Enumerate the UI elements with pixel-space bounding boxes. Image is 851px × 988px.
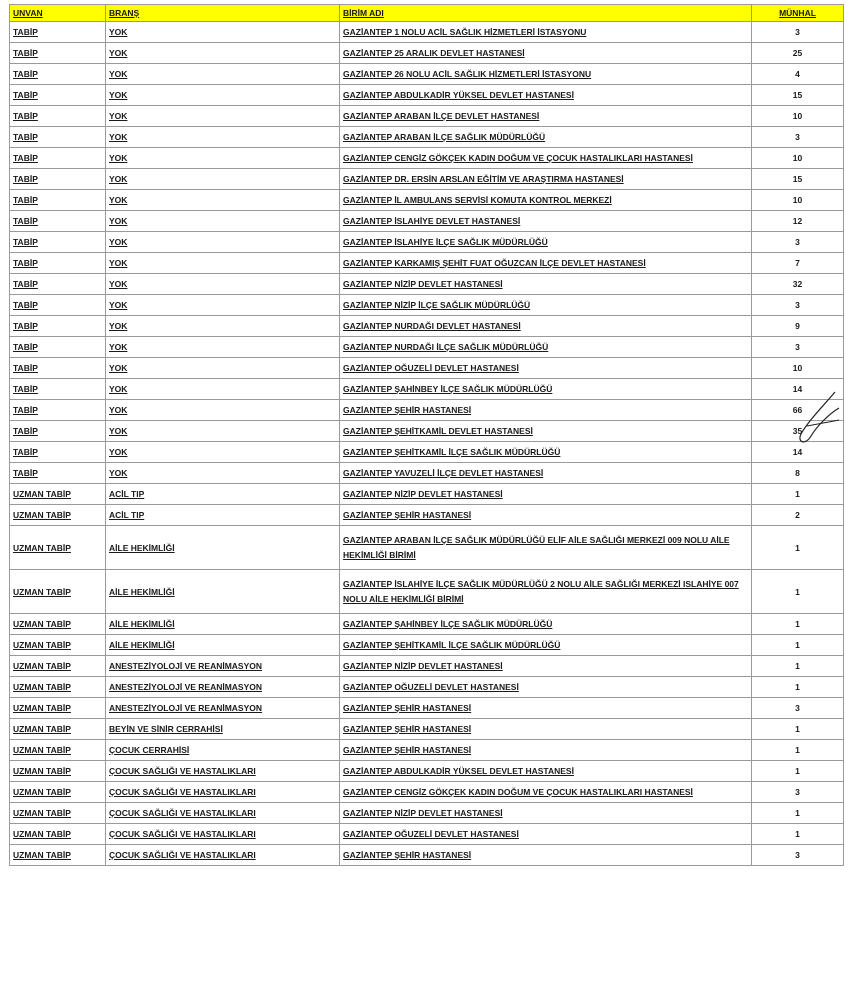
cell-brans[interactable]: ÇOCUK SAĞLIĞI VE HASTALIKLARI bbox=[106, 782, 340, 803]
cell-munhal[interactable]: 14 bbox=[752, 379, 844, 400]
cell-brans[interactable]: YOK bbox=[106, 190, 340, 211]
table-row bbox=[10, 463, 844, 484]
cell-brans[interactable]: YOK bbox=[106, 85, 340, 106]
cell-brans[interactable]: YOK bbox=[106, 379, 340, 400]
cell-brans[interactable]: YOK bbox=[106, 421, 340, 442]
cell-munhal[interactable]: 8 bbox=[752, 463, 844, 484]
table-row bbox=[10, 190, 844, 211]
cell-brans[interactable]: YOK bbox=[106, 43, 340, 64]
cell-unvan[interactable]: TABİP bbox=[10, 127, 106, 148]
cell-unvan[interactable]: TABİP bbox=[10, 379, 106, 400]
cell-birim[interactable]: GAZİANTEP İL AMBULANS SERVİSİ KOMUTA KONTROL MERKEZİ bbox=[340, 190, 752, 211]
table-row bbox=[10, 505, 844, 526]
cell-birim[interactable]: GAZİANTEP ŞEHİR HASTANESİ bbox=[340, 400, 752, 421]
cell-brans[interactable]: ACİL TIP bbox=[106, 505, 340, 526]
cell-brans[interactable]: YOK bbox=[106, 400, 340, 421]
cell-brans[interactable]: YOK bbox=[106, 463, 340, 484]
cell-munhal[interactable]: 1 bbox=[752, 570, 844, 614]
cell-unvan[interactable]: TABİP bbox=[10, 421, 106, 442]
table-row bbox=[10, 719, 844, 740]
cell-munhal[interactable]: 2 bbox=[752, 505, 844, 526]
cell-unvan[interactable]: UZMAN TABİP bbox=[10, 782, 106, 803]
cell-unvan[interactable]: UZMAN TABİP bbox=[10, 719, 106, 740]
cell-unvan[interactable]: UZMAN TABİP bbox=[10, 526, 106, 570]
cell-munhal[interactable]: 35 bbox=[752, 421, 844, 442]
cell-birim[interactable]: GAZİANTEP ŞEHİTKAMİL DEVLET HASTANESİ bbox=[340, 421, 752, 442]
cell-munhal[interactable]: 1 bbox=[752, 740, 844, 761]
table-row bbox=[10, 614, 844, 635]
cell-unvan[interactable]: UZMAN TABİP bbox=[10, 677, 106, 698]
cell-munhal[interactable]: 1 bbox=[752, 614, 844, 635]
cell-birim[interactable]: GAZİANTEP ŞEHİR HASTANESİ bbox=[340, 505, 752, 526]
cell-brans[interactable]: YOK bbox=[106, 106, 340, 127]
table-row bbox=[10, 526, 844, 570]
pen-mark bbox=[795, 390, 841, 450]
cell-munhal[interactable]: 3 bbox=[752, 127, 844, 148]
cell-unvan[interactable]: TABİP bbox=[10, 190, 106, 211]
cell-brans[interactable]: YOK bbox=[106, 232, 340, 253]
cell-birim[interactable]: GAZİANTEP NİZİP DEVLET HASTANESİ bbox=[340, 274, 752, 295]
table-row bbox=[10, 316, 844, 337]
cell-brans[interactable]: YOK bbox=[106, 148, 340, 169]
table-row bbox=[10, 698, 844, 719]
table-row bbox=[10, 274, 844, 295]
table-row bbox=[10, 358, 844, 379]
table-row bbox=[10, 740, 844, 761]
cell-birim[interactable]: GAZİANTEP ŞEHİR HASTANESİ bbox=[340, 698, 752, 719]
table-row bbox=[10, 442, 844, 463]
cell-unvan[interactable]: TABİP bbox=[10, 148, 106, 169]
cell-unvan[interactable]: TABİP bbox=[10, 358, 106, 379]
cell-brans[interactable]: YOK bbox=[106, 358, 340, 379]
cell-brans[interactable]: ANESTEZİYOLOJİ VE REANİMASYON bbox=[106, 698, 340, 719]
header-unvan[interactable]: UNVAN bbox=[10, 5, 106, 22]
cell-birim[interactable]: GAZİANTEP 1 NOLU ACİL SAĞLIK HİZMETLERİ İSTASYONU bbox=[340, 22, 752, 43]
cell-munhal[interactable]: 32 bbox=[752, 274, 844, 295]
cell-munhal[interactable]: 25 bbox=[752, 43, 844, 64]
cell-birim[interactable]: GAZİANTEP OĞUZELİ DEVLET HASTANESİ bbox=[340, 677, 752, 698]
cell-unvan[interactable]: TABİP bbox=[10, 211, 106, 232]
cell-brans[interactable]: ÇOCUK CERRAHİSİ bbox=[106, 740, 340, 761]
cell-unvan[interactable]: UZMAN TABİP bbox=[10, 656, 106, 677]
table-row bbox=[10, 337, 844, 358]
cell-unvan[interactable]: TABİP bbox=[10, 316, 106, 337]
table-row bbox=[10, 43, 844, 64]
table-row bbox=[10, 148, 844, 169]
cell-munhal[interactable]: 3 bbox=[752, 232, 844, 253]
cell-unvan[interactable]: TABİP bbox=[10, 253, 106, 274]
cell-brans[interactable]: YOK bbox=[106, 22, 340, 43]
cell-unvan[interactable]: TABİP bbox=[10, 232, 106, 253]
cell-birim[interactable]: GAZİANTEP KARKAMIŞ ŞEHİT FUAT OĞUZCAN İLÇE DEVLET HASTANESİ bbox=[340, 253, 752, 274]
cell-unvan[interactable]: UZMAN TABİP bbox=[10, 761, 106, 782]
table-row bbox=[10, 656, 844, 677]
cell-munhal[interactable]: 1 bbox=[752, 824, 844, 845]
table-row bbox=[10, 64, 844, 85]
table-row bbox=[10, 782, 844, 803]
cell-unvan[interactable]: TABİP bbox=[10, 85, 106, 106]
cell-brans[interactable]: YOK bbox=[106, 295, 340, 316]
cell-munhal[interactable]: 1 bbox=[752, 656, 844, 677]
table-row bbox=[10, 211, 844, 232]
spreadsheet bbox=[9, 4, 843, 866]
cell-birim[interactable]: GAZİANTEP ŞAHİNBEY İLÇE SAĞLIK MÜDÜRLÜĞÜ bbox=[340, 379, 752, 400]
cell-unvan[interactable]: TABİP bbox=[10, 22, 106, 43]
table-row bbox=[10, 379, 844, 400]
cell-unvan[interactable]: UZMAN TABİP bbox=[10, 824, 106, 845]
table-row bbox=[10, 845, 844, 866]
cell-munhal[interactable]: 3 bbox=[752, 295, 844, 316]
cell-birim[interactable]: GAZİANTEP OĞUZELİ DEVLET HASTANESİ bbox=[340, 824, 752, 845]
cell-munhal[interactable]: 10 bbox=[752, 190, 844, 211]
cell-birim[interactable]: GAZİANTEP NİZİP İLÇE SAĞLIK MÜDÜRLÜĞÜ bbox=[340, 295, 752, 316]
cell-brans[interactable]: YOK bbox=[106, 127, 340, 148]
cell-birim[interactable]: GAZİANTEP ŞEHİR HASTANESİ bbox=[340, 719, 752, 740]
cell-munhal[interactable]: 12 bbox=[752, 211, 844, 232]
cell-brans[interactable]: BEYİN VE SİNİR CERRAHİSİ bbox=[106, 719, 340, 740]
cell-brans[interactable]: YOK bbox=[106, 64, 340, 85]
table-row bbox=[10, 232, 844, 253]
cell-birim[interactable]: GAZİANTEP İSLAHİYE İLÇE SAĞLIK MÜDÜRLÜĞÜ 2 NOLU AİLE SAĞLIĞI MERKEZİ ISLAHİYE 007 NOLU AİLE HEKİMLİĞİ BİRİMİ bbox=[340, 570, 752, 614]
cell-munhal[interactable]: 15 bbox=[752, 85, 844, 106]
cell-birim[interactable]: GAZİANTEP İSLAHİYE DEVLET HASTANESİ bbox=[340, 211, 752, 232]
cell-munhal[interactable]: 14 bbox=[752, 442, 844, 463]
cell-brans[interactable]: AİLE HEKİMLİĞİ bbox=[106, 635, 340, 656]
cell-munhal[interactable]: 3 bbox=[752, 845, 844, 866]
table-row bbox=[10, 570, 844, 614]
cell-munhal[interactable]: 66 bbox=[752, 400, 844, 421]
cell-birim[interactable]: GAZİANTEP ŞAHİNBEY İLÇE SAĞLIK MÜDÜRLÜĞÜ bbox=[340, 614, 752, 635]
table-row bbox=[10, 421, 844, 442]
cell-brans[interactable]: ÇOCUK SAĞLIĞI VE HASTALIKLARI bbox=[106, 824, 340, 845]
table-row bbox=[10, 761, 844, 782]
cell-brans[interactable]: ÇOCUK SAĞLIĞI VE HASTALIKLARI bbox=[106, 803, 340, 824]
cell-brans[interactable]: YOK bbox=[106, 211, 340, 232]
cell-brans[interactable]: ÇOCUK SAĞLIĞI VE HASTALIKLARI bbox=[106, 761, 340, 782]
cell-unvan[interactable]: TABİP bbox=[10, 337, 106, 358]
cell-unvan[interactable]: UZMAN TABİP bbox=[10, 505, 106, 526]
cell-munhal[interactable]: 1 bbox=[752, 719, 844, 740]
table-body bbox=[10, 22, 844, 866]
cell-munhal[interactable]: 10 bbox=[752, 106, 844, 127]
cell-birim[interactable]: GAZİANTEP CENGİZ GÖKÇEK KADIN DOĞUM VE ÇOCUK HASTALIKLARI HASTANESİ bbox=[340, 148, 752, 169]
cell-unvan[interactable]: TABİP bbox=[10, 400, 106, 421]
cell-brans[interactable]: ÇOCUK SAĞLIĞI VE HASTALIKLARI bbox=[106, 845, 340, 866]
cell-munhal[interactable]: 1 bbox=[752, 635, 844, 656]
cell-munhal[interactable]: 4 bbox=[752, 64, 844, 85]
cell-munhal[interactable]: 7 bbox=[752, 253, 844, 274]
cell-birim[interactable]: GAZİANTEP NİZİP DEVLET HASTANESİ bbox=[340, 803, 752, 824]
table-row bbox=[10, 169, 844, 190]
cell-unvan[interactable]: UZMAN TABİP bbox=[10, 698, 106, 719]
cell-munhal[interactable]: 3 bbox=[752, 698, 844, 719]
cell-birim[interactable]: GAZİANTEP ŞEHİTKAMİL İLÇE SAĞLIK MÜDÜRLÜĞÜ bbox=[340, 442, 752, 463]
cell-munhal[interactable]: 1 bbox=[752, 803, 844, 824]
cell-munhal[interactable]: 1 bbox=[752, 761, 844, 782]
header-munhal[interactable]: MÜNHAL bbox=[752, 5, 844, 22]
cell-birim[interactable]: GAZİANTEP DR. ERSİN ARSLAN EĞİTİM VE ARAŞTIRMA HASTANESİ bbox=[340, 169, 752, 190]
cell-brans[interactable]: AİLE HEKİMLİĞİ bbox=[106, 526, 340, 570]
cell-munhal[interactable]: 3 bbox=[752, 337, 844, 358]
cell-munhal[interactable]: 9 bbox=[752, 316, 844, 337]
cell-brans[interactable]: AİLE HEKİMLİĞİ bbox=[106, 614, 340, 635]
cell-birim[interactable]: GAZİANTEP ARABAN İLÇE SAĞLIK MÜDÜRLÜĞÜ ELİF AİLE SAĞLIĞI MERKEZİ 009 NOLU AİLE HEKİMLİĞİ BİRİMİ bbox=[340, 526, 752, 570]
cell-brans[interactable]: ACİL TIP bbox=[106, 484, 340, 505]
cell-unvan[interactable]: UZMAN TABİP bbox=[10, 614, 106, 635]
cell-unvan[interactable]: UZMAN TABİP bbox=[10, 635, 106, 656]
cell-birim[interactable]: GAZİANTEP ABDULKADİR YÜKSEL DEVLET HASTANESİ bbox=[340, 85, 752, 106]
table-row bbox=[10, 677, 844, 698]
cell-birim[interactable]: GAZİANTEP 26 NOLU ACİL SAĞLIK HİZMETLERİ İSTASYONU bbox=[340, 64, 752, 85]
cell-birim[interactable]: GAZİANTEP ARABAN İLÇE DEVLET HASTANESİ bbox=[340, 106, 752, 127]
cell-munhal[interactable]: 15 bbox=[752, 169, 844, 190]
cell-birim[interactable]: GAZİANTEP 25 ARALIK DEVLET HASTANESİ bbox=[340, 43, 752, 64]
cell-birim[interactable]: GAZİANTEP NURDAĞI DEVLET HASTANESİ bbox=[340, 316, 752, 337]
cell-unvan[interactable]: TABİP bbox=[10, 169, 106, 190]
cell-birim[interactable]: GAZİANTEP CENGİZ GÖKÇEK KADIN DOĞUM VE ÇOCUK HASTALIKLARI HASTANESİ bbox=[340, 782, 752, 803]
cell-unvan[interactable]: TABİP bbox=[10, 463, 106, 484]
cell-unvan[interactable]: UZMAN TABİP bbox=[10, 484, 106, 505]
cell-munhal[interactable]: 10 bbox=[752, 358, 844, 379]
cell-brans[interactable]: ANESTEZİYOLOJİ VE REANİMASYON bbox=[106, 656, 340, 677]
cell-brans[interactable]: YOK bbox=[106, 253, 340, 274]
cell-birim[interactable]: GAZİANTEP NİZİP DEVLET HASTANESİ bbox=[340, 656, 752, 677]
cell-unvan[interactable]: TABİP bbox=[10, 295, 106, 316]
cell-birim[interactable]: GAZİANTEP YAVUZELİ İLÇE DEVLET HASTANESİ bbox=[340, 463, 752, 484]
cell-birim[interactable]: GAZİANTEP NURDAĞI İLÇE SAĞLIK MÜDÜRLÜĞÜ bbox=[340, 337, 752, 358]
header-brans[interactable]: BRANŞ bbox=[106, 5, 340, 22]
cell-birim[interactable]: GAZİANTEP ARABAN İLÇE SAĞLIK MÜDÜRLÜĞÜ bbox=[340, 127, 752, 148]
cell-brans[interactable]: YOK bbox=[106, 274, 340, 295]
table-row bbox=[10, 127, 844, 148]
cell-unvan[interactable]: TABİP bbox=[10, 274, 106, 295]
table-row bbox=[10, 106, 844, 127]
cell-birim[interactable]: GAZİANTEP NİZİP DEVLET HASTANESİ bbox=[340, 484, 752, 505]
cell-munhal[interactable]: 1 bbox=[752, 526, 844, 570]
cell-unvan[interactable]: UZMAN TABİP bbox=[10, 740, 106, 761]
vacancy-table bbox=[9, 4, 844, 866]
table-row bbox=[10, 824, 844, 845]
cell-munhal[interactable]: 1 bbox=[752, 677, 844, 698]
header-row bbox=[10, 5, 844, 22]
cell-unvan[interactable]: TABİP bbox=[10, 64, 106, 85]
cell-birim[interactable]: GAZİANTEP ABDULKADİR YÜKSEL DEVLET HASTANESİ bbox=[340, 761, 752, 782]
cell-brans[interactable]: AİLE HEKİMLİĞİ bbox=[106, 570, 340, 614]
table-row bbox=[10, 635, 844, 656]
cell-munhal[interactable]: 3 bbox=[752, 22, 844, 43]
cell-munhal[interactable]: 10 bbox=[752, 148, 844, 169]
cell-unvan[interactable]: TABİP bbox=[10, 442, 106, 463]
table-row bbox=[10, 400, 844, 421]
cell-birim[interactable]: GAZİANTEP ŞEHİR HASTANESİ bbox=[340, 845, 752, 866]
cell-birim[interactable]: GAZİANTEP ŞEHİR HASTANESİ bbox=[340, 740, 752, 761]
cell-unvan[interactable]: UZMAN TABİP bbox=[10, 570, 106, 614]
cell-birim[interactable]: GAZİANTEP İSLAHİYE İLÇE SAĞLIK MÜDÜRLÜĞÜ bbox=[340, 232, 752, 253]
table-row bbox=[10, 253, 844, 274]
cell-brans[interactable]: ANESTEZİYOLOJİ VE REANİMASYON bbox=[106, 677, 340, 698]
table-row bbox=[10, 803, 844, 824]
table-row bbox=[10, 22, 844, 43]
table-row bbox=[10, 85, 844, 106]
cell-unvan[interactable]: UZMAN TABİP bbox=[10, 803, 106, 824]
cell-unvan[interactable]: UZMAN TABİP bbox=[10, 845, 106, 866]
cell-unvan[interactable]: TABİP bbox=[10, 106, 106, 127]
cell-brans[interactable]: YOK bbox=[106, 442, 340, 463]
header-birim[interactable]: BİRİM ADI bbox=[340, 5, 752, 22]
cell-birim[interactable]: GAZİANTEP OĞUZELİ DEVLET HASTANESİ bbox=[340, 358, 752, 379]
cell-brans[interactable]: YOK bbox=[106, 169, 340, 190]
cell-unvan[interactable]: TABİP bbox=[10, 43, 106, 64]
cell-munhal[interactable]: 3 bbox=[752, 782, 844, 803]
cell-munhal[interactable]: 1 bbox=[752, 484, 844, 505]
table-row bbox=[10, 484, 844, 505]
table-row bbox=[10, 295, 844, 316]
cell-birim[interactable]: GAZİANTEP ŞEHİTKAMİL İLÇE SAĞLIK MÜDÜRLÜĞÜ bbox=[340, 635, 752, 656]
cell-brans[interactable]: YOK bbox=[106, 337, 340, 358]
cell-brans[interactable]: YOK bbox=[106, 316, 340, 337]
